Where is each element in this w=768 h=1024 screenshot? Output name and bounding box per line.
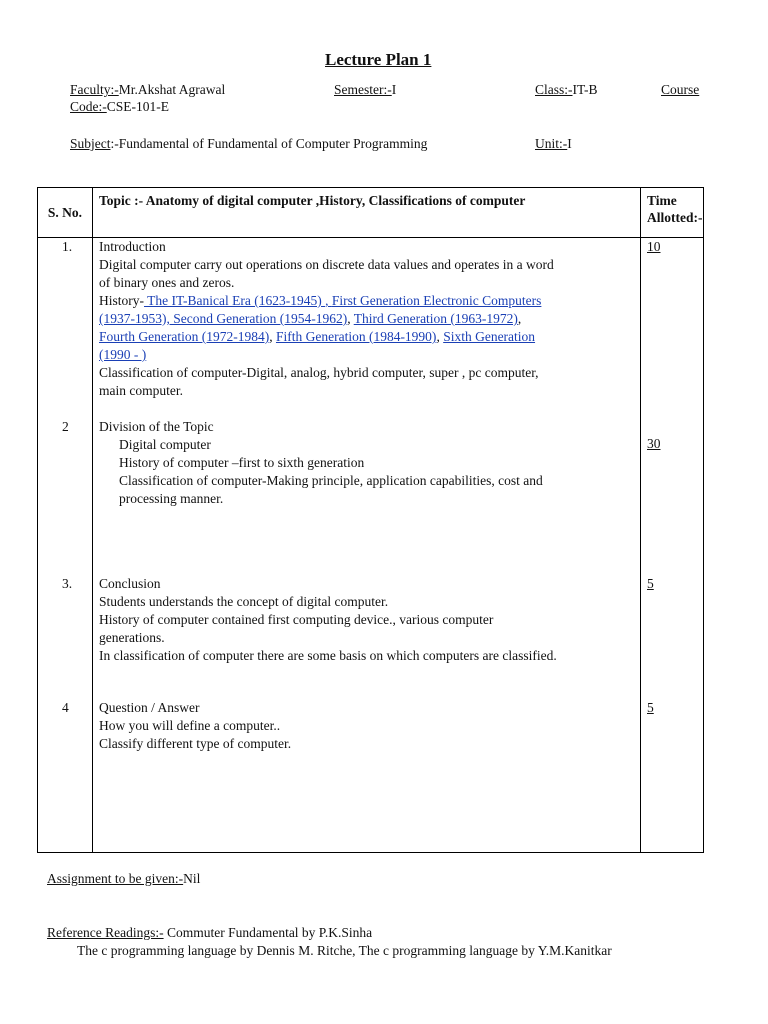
faculty-info: [70, 82, 225, 98]
reference-label: Reference Readings:-: [47, 925, 164, 940]
link-it-banical-era[interactable]: The IT-Banical Era (1623-1945): [144, 293, 326, 308]
sno-2: 2: [62, 419, 69, 434]
code-label: Code:-: [70, 99, 107, 114]
time-1: 10: [647, 239, 661, 254]
time-column: [641, 238, 704, 853]
history-label: History-: [99, 293, 144, 308]
subject-value: :-Fundamental of Fundamental of Computer Programming: [110, 136, 428, 151]
conclusion-item: History of computer contained first computing device., various computer: [99, 612, 494, 627]
history-line-2: [99, 310, 521, 328]
course-label: Course: [661, 82, 700, 97]
classification-line-2: main computer.: [99, 383, 183, 398]
lecture-plan-table: [37, 187, 704, 853]
comma: ,: [436, 329, 444, 344]
semester-value: I: [391, 82, 397, 97]
comma: ,: [347, 311, 354, 326]
link-fifth-generation[interactable]: Fifth Generation (1984-1990): [275, 329, 437, 344]
unit-label: Unit:-: [535, 136, 568, 151]
intro-line-1: Digital computer carry out operations on discrete data values and operates in a word: [99, 257, 554, 272]
header-time: [641, 188, 704, 238]
conclusion-item: In classification of computer there are some basis on which computers are classified.: [99, 648, 557, 663]
intro-heading: Introduction: [99, 239, 166, 254]
class-value: IT-B: [572, 82, 598, 97]
table-body-row: [38, 238, 704, 853]
conclusion-item: Students understands the concept of digital computer.: [99, 594, 389, 609]
class-info: [535, 82, 598, 98]
table-header-row: [38, 188, 704, 238]
semester-info: [334, 82, 396, 98]
link-sixth-generation-years[interactable]: (1990 - ): [99, 347, 147, 362]
sno-3: 3.: [62, 576, 73, 591]
class-label: Class:-: [535, 82, 573, 97]
link-sixth-generation[interactable]: Sixth Generation: [443, 329, 536, 344]
time-4: 5: [647, 700, 654, 715]
history-line-1: [99, 292, 541, 310]
link-third-generation[interactable]: Third Generation (1963-1972): [353, 311, 518, 326]
conclusion-item: generations.: [99, 630, 165, 645]
sno-4: 4: [62, 700, 69, 715]
classification-line-1: Classification of computer-Digital, analog, hybrid computer, super , pc computer,: [99, 365, 539, 380]
faculty-value: Mr.Akshat Agrawal: [118, 82, 226, 97]
assignment-label: Assignment to be given:-: [47, 871, 184, 886]
comma: ,: [517, 311, 522, 326]
assignment-info: [47, 871, 200, 887]
qa-item: How you will define a computer..: [99, 718, 281, 733]
qa-heading: Question / Answer: [99, 700, 200, 715]
subject-info: [70, 136, 427, 152]
division-item: Digital computer: [119, 437, 211, 452]
comma: ,: [269, 329, 276, 344]
time-2: 30: [647, 436, 661, 451]
link-separator[interactable]: ,: [325, 293, 332, 308]
reference-line-2: The c programming language by Dennis M. Ritche, The c programming language by Y.M.Kanitkar: [77, 943, 612, 958]
code-value: CSE-101-E: [106, 99, 169, 114]
faculty-label: Faculty:-: [70, 82, 119, 97]
qa-item: Classify different type of computer.: [99, 736, 292, 751]
division-item: processing manner.: [119, 491, 224, 506]
reference-value: Commuter Fundamental by P.K.Sinha: [163, 925, 373, 940]
semester-label: Semester:-: [334, 82, 392, 97]
conclusion-heading: Conclusion: [99, 576, 161, 591]
sno-column: [38, 238, 93, 853]
header-time-line1: Time: [647, 193, 677, 208]
topic-column: [93, 238, 641, 853]
link-second-generation[interactable]: (1937-1953), Second Generation (1954-1962): [99, 311, 348, 326]
time-3: 5: [647, 576, 654, 591]
division-heading: Division of the Topic: [99, 419, 214, 434]
link-fourth-generation[interactable]: Fourth Generation (1972-1984): [99, 329, 270, 344]
link-first-generation[interactable]: First Generation Electronic Computers: [331, 293, 542, 308]
division-item: History of computer –first to sixth generation: [119, 455, 365, 470]
header-sno: S. No.: [38, 188, 93, 238]
subject-label: Subject: [70, 136, 111, 151]
intro-line-2: of binary ones and zeros.: [99, 275, 235, 290]
sno-1: 1.: [62, 239, 73, 254]
history-line-4: [99, 346, 146, 364]
assignment-value: Nil: [183, 871, 201, 886]
course-code-info: [70, 99, 169, 115]
unit-value: I: [567, 136, 572, 151]
reference-info: [47, 925, 372, 941]
page-title: Lecture Plan 1: [325, 50, 432, 69]
header-time-line2: Allotted:-: [647, 210, 703, 225]
unit-info: [535, 136, 572, 152]
division-item: Classification of computer-Making principle, application capabilities, cost and: [119, 473, 543, 488]
history-line-3: [99, 328, 535, 346]
header-topic: Topic :- Anatomy of digital computer ,History, Classifications of computer: [93, 188, 641, 238]
